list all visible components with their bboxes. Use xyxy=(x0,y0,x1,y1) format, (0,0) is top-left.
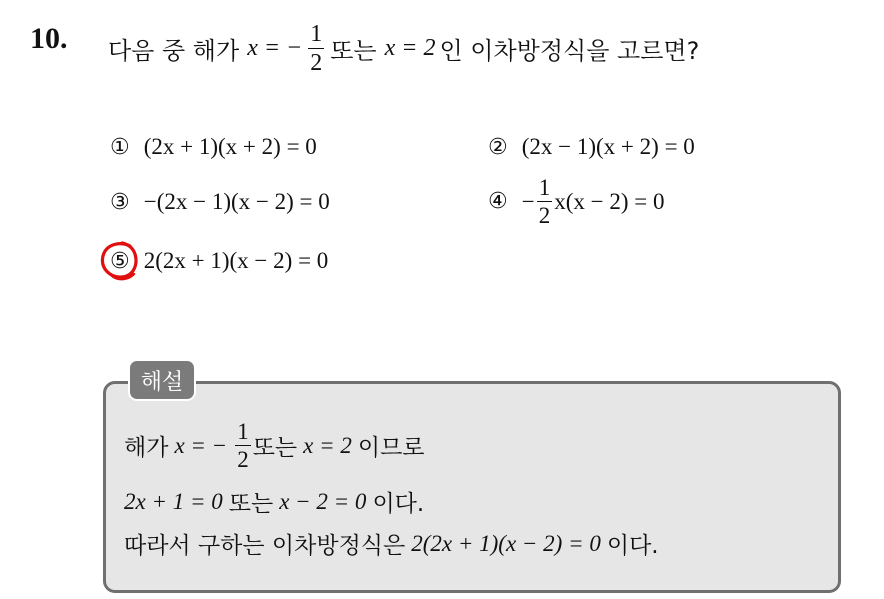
choice-expression: (2x − 1)(x + 2) = 0 xyxy=(521,134,695,159)
choice-marker: ④ xyxy=(488,189,508,214)
fraction-denominator: 2 xyxy=(538,203,551,228)
answer-circle-mark xyxy=(100,240,140,282)
choice-expression-sign: − xyxy=(521,188,535,214)
question-conjunction: 또는 xyxy=(330,37,377,65)
explanation-text: 해가 xyxy=(124,435,169,461)
explanation-text: 또는 xyxy=(252,435,298,461)
question-fraction xyxy=(308,22,324,75)
explanation-math: x = − xyxy=(174,432,228,458)
question-condition-2: x = 2 xyxy=(384,35,436,61)
explanation-line-3 xyxy=(124,527,659,560)
choice-4[interactable] xyxy=(488,176,664,227)
choice-2[interactable] xyxy=(488,134,695,160)
explanation-math: 2(2x + 1)(x − 2) = 0 xyxy=(411,530,601,556)
explanation-fraction xyxy=(235,420,251,471)
fraction-numerator: 1 xyxy=(310,21,323,47)
fraction-denominator: 2 xyxy=(310,50,323,76)
explanation-math: 2x + 1 = 0 xyxy=(124,488,223,514)
explanation-line-2 xyxy=(124,485,424,518)
choice-fraction xyxy=(537,176,553,227)
explanation-text: 또는 xyxy=(228,491,274,517)
choice-expression: (2x + 1)(x + 2) = 0 xyxy=(143,134,317,159)
explanation-tag: 해설 xyxy=(128,359,196,401)
question-stem xyxy=(104,22,699,75)
explanation-math: x − 2 = 0 xyxy=(279,488,367,514)
question-condition-1: x = − xyxy=(247,35,303,61)
fraction-denominator: 2 xyxy=(237,447,249,472)
choice-1[interactable] xyxy=(110,134,317,160)
explanation-text: 이므로 xyxy=(357,435,425,461)
explanation-text: 따라서 구하는 이차방정식은 xyxy=(124,533,406,559)
explanation-text: 이다. xyxy=(372,491,425,517)
fraction-numerator: 1 xyxy=(237,419,249,444)
choice-5[interactable] xyxy=(110,248,328,274)
question-number: 10. xyxy=(30,22,68,55)
choice-marker: ③ xyxy=(110,189,130,215)
choice-marker: ② xyxy=(488,134,508,160)
choice-marker: ① xyxy=(110,134,130,160)
question-stem-tail: 인 이차방정식을 고르면? xyxy=(439,37,700,65)
explanation-text: 이다. xyxy=(606,533,659,559)
question-stem-lead: 다음 중 해가 xyxy=(108,37,240,65)
explanation-math: x = 2 xyxy=(303,432,352,458)
choice-expression: −(2x − 1)(x − 2) = 0 xyxy=(143,189,330,214)
choice-3[interactable] xyxy=(110,189,330,215)
explanation-line-1 xyxy=(124,420,425,471)
choice-expression: 2(2x + 1)(x − 2) = 0 xyxy=(143,248,329,273)
choice-marker: ⑤ xyxy=(110,248,130,274)
fraction-numerator: 1 xyxy=(538,175,551,200)
choice-expression-rest: x(x − 2) = 0 xyxy=(554,188,665,214)
